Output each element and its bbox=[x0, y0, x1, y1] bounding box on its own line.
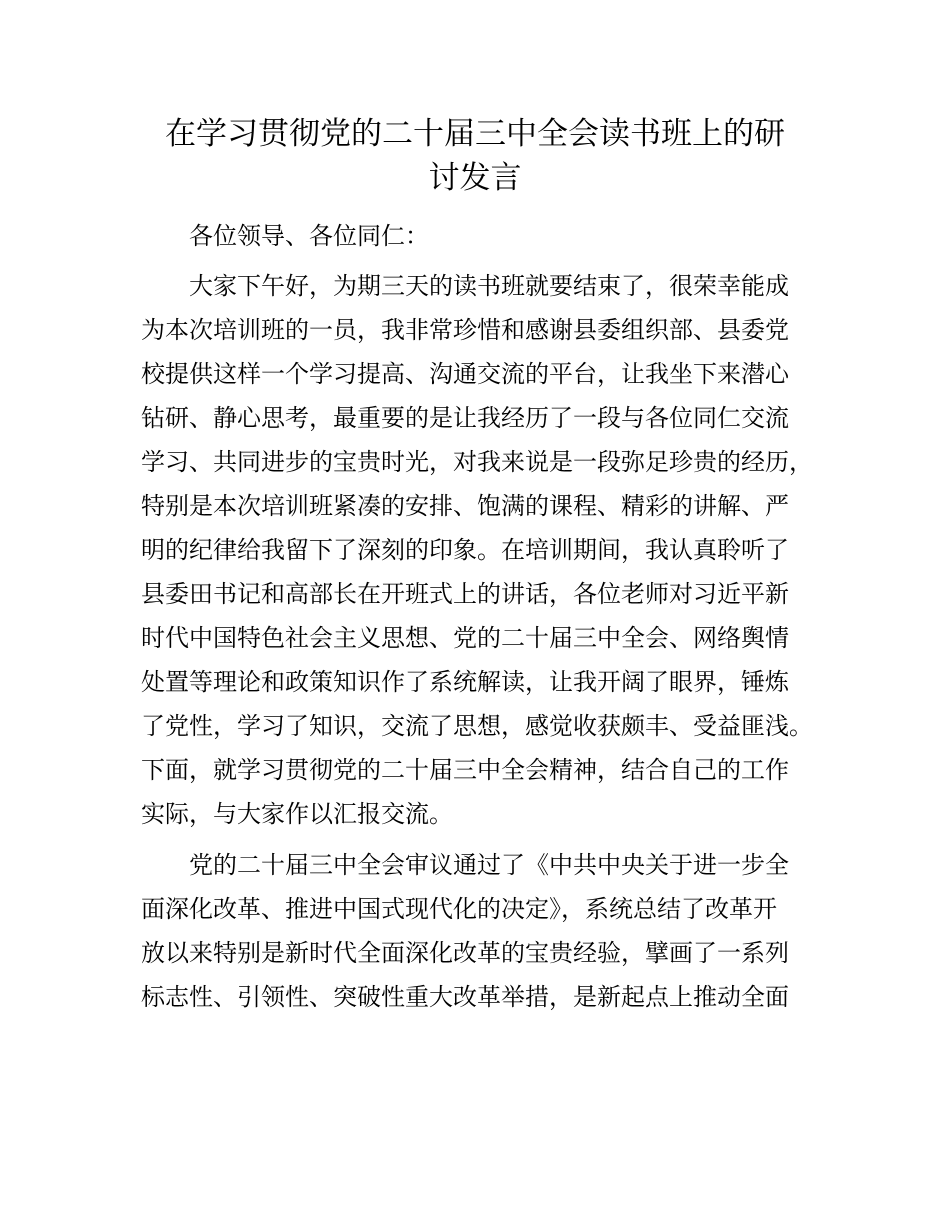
paragraph-1-line-8: 县委田书记和高部长在开班式上的讲话，各位老师对习近平新 bbox=[141, 580, 789, 608]
paragraph-1-line-6: 特别是本次培训班紧凑的安排、饱满的课程、精彩的讲解、严 bbox=[141, 492, 789, 520]
paragraph-1-line-11: 了党性，学习了知识，交流了思想，感觉收获颇丰、受益匪浅。 bbox=[141, 712, 813, 740]
paragraph-1-line-12: 下面，就学习贯彻党的二十届三中全会精神，结合自己的工作 bbox=[141, 756, 789, 784]
paragraph-2-line-1: 党的二十届三中全会审议通过了《中共中央关于进一步全 bbox=[189, 851, 789, 879]
paragraph-1-line-10: 处置等理论和政策知识作了系统解读，让我开阔了眼界，锤炼 bbox=[141, 668, 789, 696]
salutation: 各位领导、各位同仁： bbox=[189, 222, 429, 250]
title-line-2: 讨发言 bbox=[428, 160, 522, 196]
paragraph-1-line-13: 实际，与大家作以汇报交流。 bbox=[141, 800, 453, 828]
title-line-1: 在学习贯彻党的二十届三中全会读书班上的研 bbox=[165, 116, 785, 152]
document-title bbox=[120, 112, 830, 200]
paragraph-1-line-4: 钻研、静心思考，最重要的是让我经历了一段与各位同仁交流 bbox=[141, 404, 789, 432]
paragraph-1-line-9: 时代中国特色社会主义思想、党的二十届三中全会、网络舆情 bbox=[141, 624, 789, 652]
paragraph-2-line-3: 放以来特别是新时代全面深化改革的宝贵经验，擘画了一系列 bbox=[141, 939, 789, 967]
paragraph-1-line-2: 为本次培训班的一员，我非常珍惜和感谢县委组织部、县委党 bbox=[141, 316, 789, 344]
paragraph-1-line-5: 学习、共同进步的宝贵时光，对我来说是一段弥足珍贵的经历， bbox=[141, 448, 813, 476]
paragraph-2-line-2: 面深化改革、推进中国式现代化的决定》，系统总结了改革开 bbox=[141, 895, 777, 923]
paragraph-1-line-7: 明的纪律给我留下了深刻的印象。在培训期间，我认真聆听了 bbox=[141, 536, 789, 564]
paragraph-1-line-3: 校提供这样一个学习提高、沟通交流的平台，让我坐下来潜心 bbox=[141, 360, 789, 388]
paragraph-1-line-1: 大家下午好，为期三天的读书班就要结束了，很荣幸能成 bbox=[189, 272, 789, 300]
paragraph-2-line-4: 标志性、引领性、突破性重大改革举措，是新起点上推动全面 bbox=[141, 983, 789, 1011]
